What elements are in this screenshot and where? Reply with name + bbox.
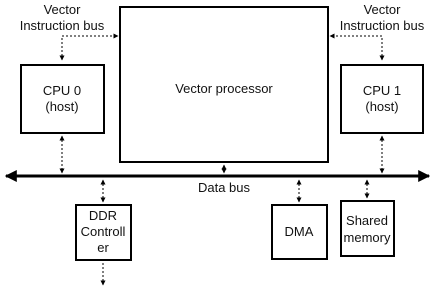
cpu1-label-line1: CPU 1 [362, 83, 402, 98]
data-bus-label: Data bus [197, 180, 251, 195]
ddr-controller-label-line3: er [97, 240, 109, 255]
vector-instruction-bus-left-line2: Instruction bus [19, 18, 105, 33]
cpu1-label-line2: (host) [365, 99, 399, 114]
ddr-controller-label-line1: DDR [88, 208, 118, 223]
instruction-bus-left-connector [62, 36, 118, 60]
ddr-controller-label-line2: Controll [80, 224, 126, 239]
cpu0-label-line2: (host) [45, 99, 79, 114]
instruction-bus-right-connector [330, 36, 382, 60]
shared-memory-box [341, 201, 394, 256]
vector-instruction-bus-right-line1: Vector [363, 2, 401, 17]
vector-processor-label: Vector processor [175, 81, 273, 96]
dma-label: DMA [284, 224, 314, 239]
shared-memory-label-line1: Shared [346, 213, 388, 228]
vector-instruction-bus-right-line2: Instruction bus [339, 18, 425, 33]
cpu0-label-line1: CPU 0 [42, 83, 82, 98]
shared-memory-label-line2: memory [343, 230, 391, 245]
vector-instruction-bus-left-line1: Vector [43, 2, 81, 17]
